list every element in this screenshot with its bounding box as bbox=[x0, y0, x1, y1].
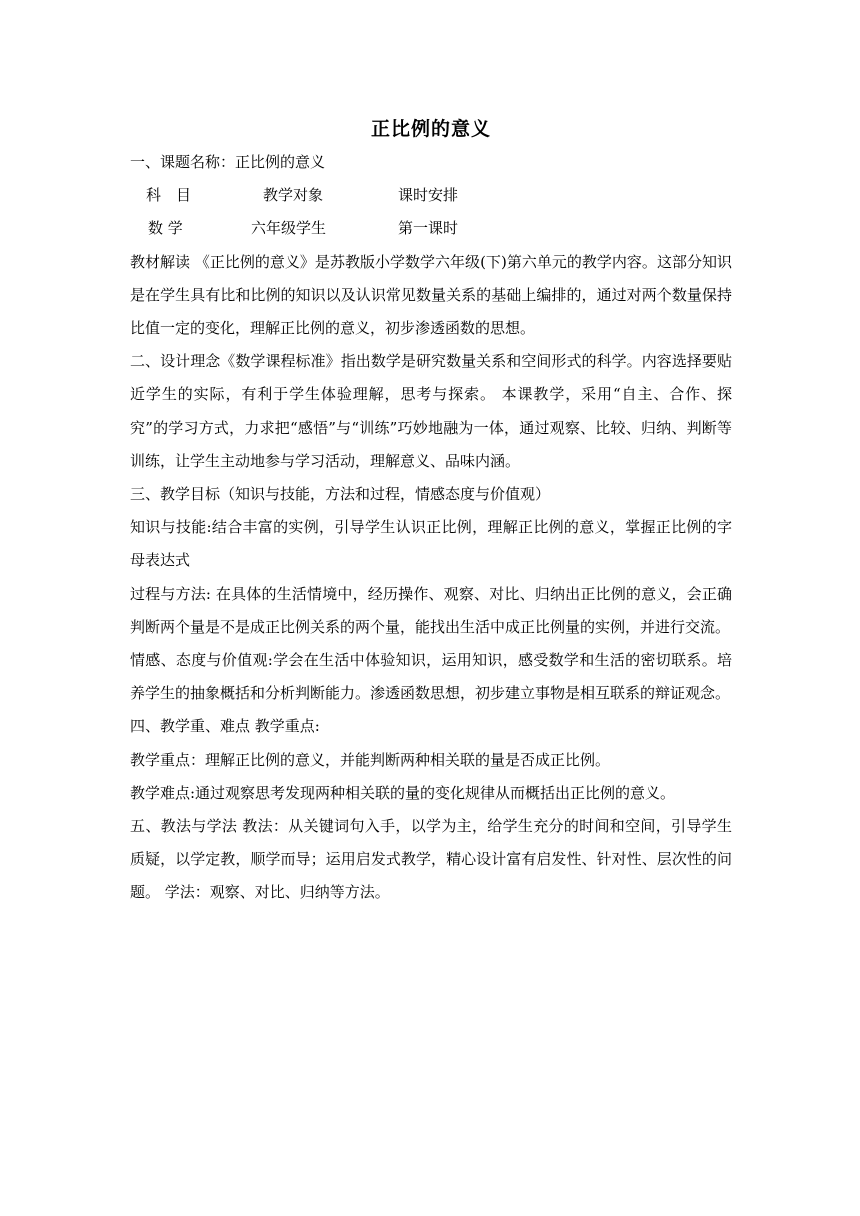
design-concept-paragraph: 二、设计理念《数学课程标准》指出数学是研究数量关系和空间形式的科学。内容选择要贴近学生的实际，有利于学生体验理解，思考与探索。 本课教学，采用“自主、合作、探究”的学习方式，力求把“感悟”与“训练”巧妙地融为一体，通过观察、比较、归纳、判断等训练，让学生主动地参与学习活动，理解意义、品味内涵。 bbox=[130, 352, 732, 470]
document-page bbox=[130, 112, 732, 910]
textbook-analysis-paragraph: 教材解读 《正比例的意义》是苏教版小学数学六年级(下)第六单元的教学内容。这部分知识是在学生具有比和比例的知识以及认识常见数量关系的基础上编排的，通过对两个数量保持比值一定的变化，理解正比例的意义，初步渗透函数的思想。 bbox=[130, 252, 732, 337]
table-header-audience: 教学对象 bbox=[263, 186, 324, 205]
table-header-row bbox=[130, 179, 732, 212]
document-title: 正比例的意义 bbox=[370, 118, 491, 140]
difficult-point-paragraph: 教学难点:通过观察思考发现两种相关联的量的变化规律从而概括出正比例的意义。 bbox=[130, 783, 676, 802]
table-header-schedule: 课时安排 bbox=[398, 186, 459, 205]
teaching-learning-methods-paragraph: 五、教法与学法 教法：从关键词句入手，以学为主，给学生充分的时间和空间，引导学生质疑，以学定教，顺学而导；运用启发式教学，精心设计富有启发性、针对性、层次性的问题。 学法：观察、对比、归纳等方法。 bbox=[130, 817, 732, 902]
knowledge-skills-paragraph: 知识与技能:结合丰富的实例，引导学生认识正比例，理解正比例的意义，掌握正比例的字母表达式 bbox=[130, 518, 732, 570]
table-value-subject: 数 学 bbox=[148, 219, 183, 238]
table-value-audience: 六年级学生 bbox=[251, 219, 327, 238]
section-1-heading: 一、课题名称：正比例的意义 bbox=[130, 153, 326, 171]
key-difficult-points-heading: 四、教学重、难点 教学重点: bbox=[130, 717, 320, 736]
emotion-values-paragraph: 情感、态度与价值观:学会在生活中体验知识，运用知识，感受数学和生活的密切联系。培养学生的抽象概括和分析判断能力。渗透函数思想，初步建立事物是相互联系的辩证观念。 bbox=[130, 651, 732, 703]
table-header-subject: 科 目 bbox=[146, 186, 192, 205]
key-point-paragraph: 教学重点：理解正比例的意义，并能判断两种相关联的量是否成正比例。 bbox=[130, 750, 611, 769]
table-value-row bbox=[130, 212, 732, 245]
teaching-objectives-heading: 三、教学目标（知识与技能，方法和过程，情感态度与价值观） bbox=[130, 485, 551, 503]
table-value-schedule: 第一课时 bbox=[398, 219, 459, 238]
process-methods-paragraph: 过程与方法: 在具体的生活情境中，经历操作、观察、对比、归纳出正比例的意义，会正确判断两个量是不是成正比例关系的两个量，能找出生活中成正比例量的实例，并进行交流。 bbox=[130, 584, 732, 636]
